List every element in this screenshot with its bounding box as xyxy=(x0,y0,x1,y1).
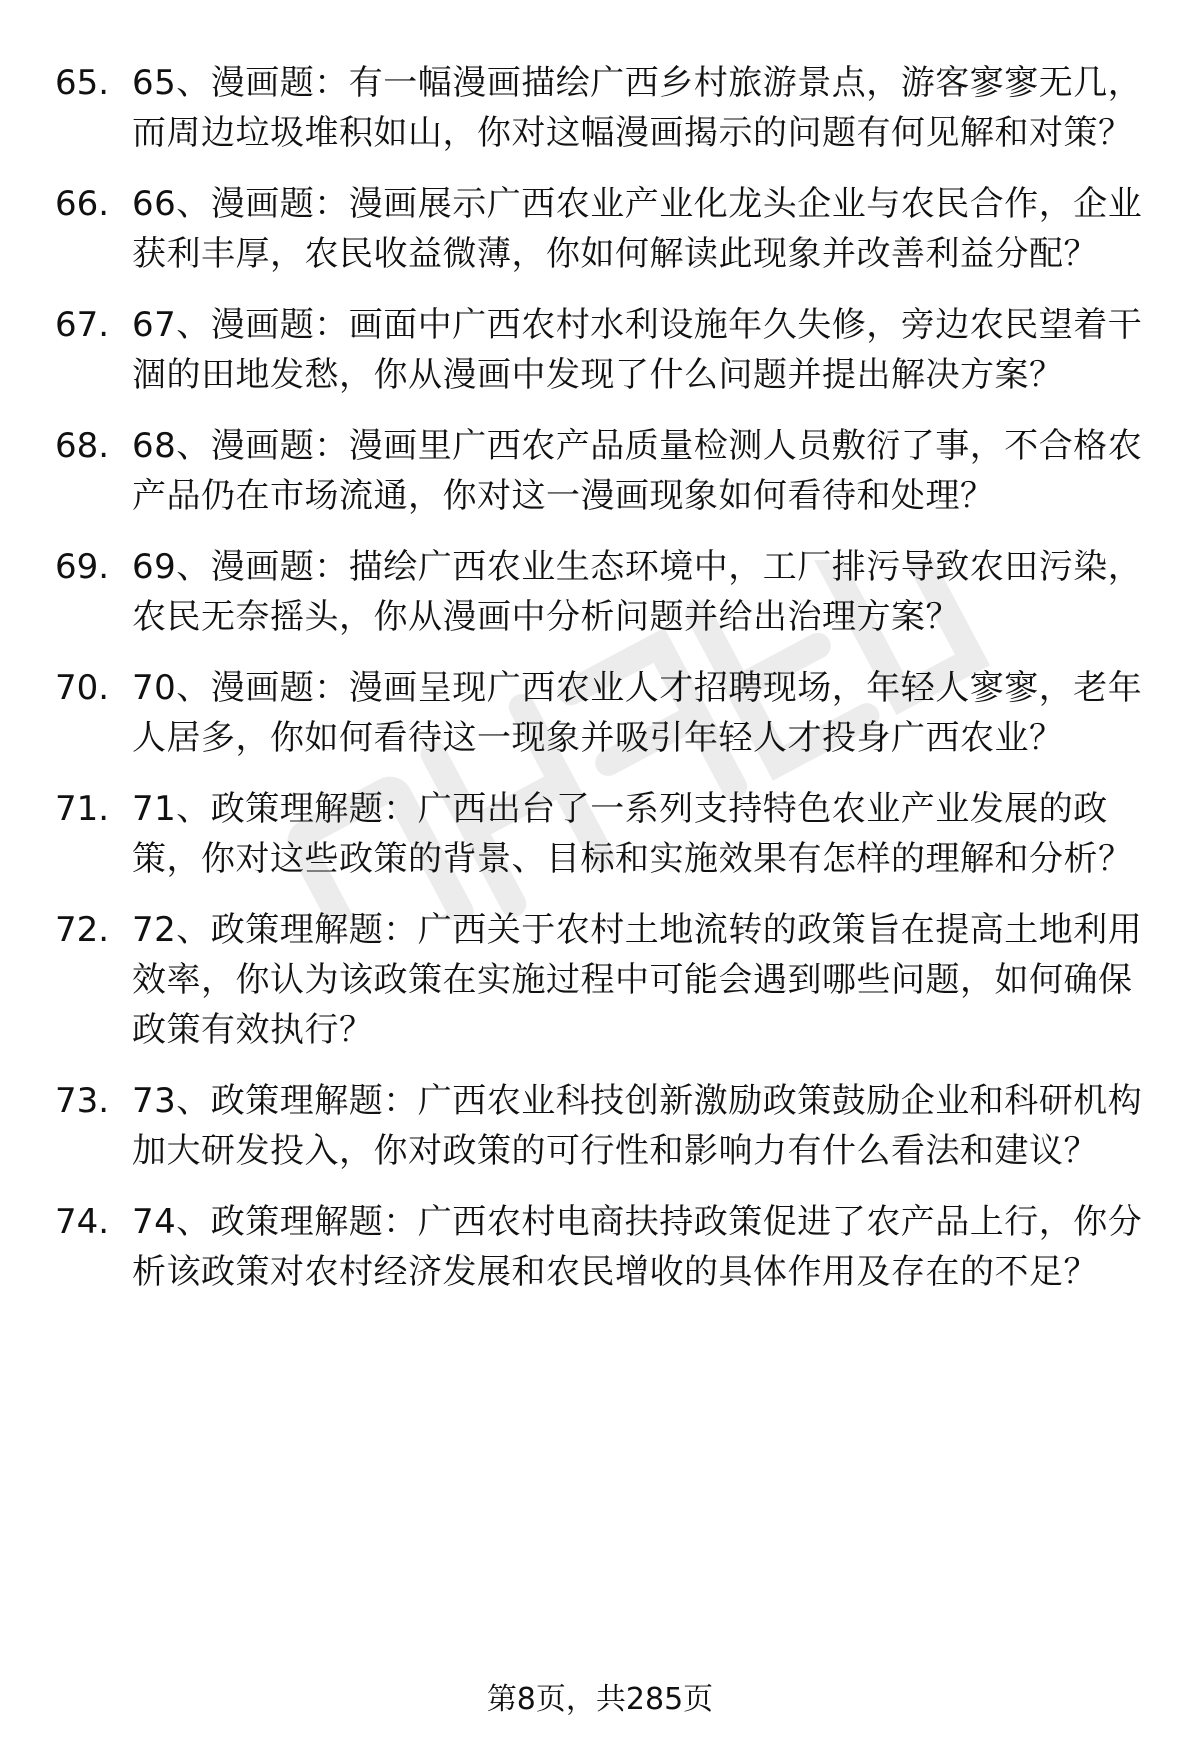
question-item xyxy=(55,179,1145,279)
page-footer xyxy=(0,1680,1200,1720)
question-item xyxy=(55,300,1145,400)
question-item xyxy=(55,542,1145,642)
question-item xyxy=(55,663,1145,763)
question-item xyxy=(55,421,1145,521)
question-number: 68. xyxy=(55,426,110,466)
question-text: 66、漫画题：漫画展示广西农业产业化龙头企业与农民合作，企业获利丰厚，农民收益微薄，你如何解读此现象并改善利益分配？ xyxy=(132,184,1143,274)
question-item xyxy=(55,905,1145,1055)
question-item xyxy=(55,1197,1145,1297)
question-text: 70、漫画题：漫画呈现广西农业人才招聘现场，年轻人寥寥，老年人居多，你如何看待这一现象并吸引年轻人才投身广西农业？ xyxy=(132,668,1143,758)
question-text: 68、漫画题：漫画里广西农产品质量检测人员敷衍了事，不合格农产品仍在市场流通，你对这一漫画现象如何看待和处理？ xyxy=(132,426,1143,516)
question-number: 74. xyxy=(55,1202,110,1242)
question-number: 73. xyxy=(55,1081,110,1121)
question-number: 70. xyxy=(55,668,110,708)
question-text: 71、政策理解题：广西出台了一系列支持特色农业产业发展的政策，你对这些政策的背景、目标和实施效果有怎样的理解和分析？ xyxy=(132,789,1133,879)
question-text: 65、漫画题：有一幅漫画描绘广西乡村旅游景点，游客寥寥无几，而周边垃圾堆积如山，你对这幅漫画揭示的问题有何见解和对策？ xyxy=(132,63,1143,153)
question-number: 67. xyxy=(55,305,110,345)
question-item xyxy=(55,784,1145,884)
page-number-text: 第8页，共285页 xyxy=(486,1682,714,1717)
question-text: 72、政策理解题：广西关于农村土地流转的政策旨在提高土地利用效率，你认为该政策在实施过程中可能会遇到哪些问题，如何确保政策有效执行？ xyxy=(132,910,1143,1050)
question-number: 71. xyxy=(55,789,110,829)
question-text: 74、政策理解题：广西农村电商扶持政策促进了农产品上行，你分析该政策对农村经济发展和农民增收的具体作用及存在的不足？ xyxy=(132,1202,1143,1292)
question-list xyxy=(55,58,1145,1318)
question-item xyxy=(55,58,1145,158)
question-item xyxy=(55,1076,1145,1176)
question-number: 72. xyxy=(55,910,110,950)
question-number: 69. xyxy=(55,547,110,587)
question-text: 73、政策理解题：广西农业科技创新激励政策鼓励企业和科研机构加大研发投入，你对政策的可行性和影响力有什么看法和建议？ xyxy=(132,1081,1143,1171)
question-number: 65. xyxy=(55,63,110,103)
question-text: 69、漫画题：描绘广西农业生态环境中，工厂排污导致农田污染，农民无奈摇头，你从漫画中分析问题并给出治理方案？ xyxy=(132,547,1143,637)
question-text: 67、漫画题：画面中广西农村水利设施年久失修，旁边农民望着干涸的田地发愁，你从漫画中发现了什么问题并提出解决方案？ xyxy=(132,305,1143,395)
question-number: 66. xyxy=(55,184,110,224)
